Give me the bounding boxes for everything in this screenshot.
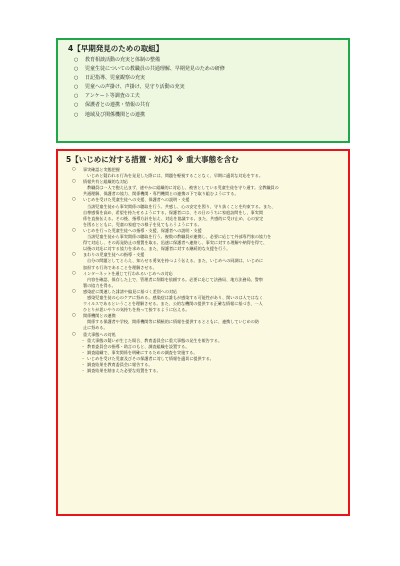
circle-marker-icon: ○ xyxy=(72,197,76,203)
section4-item-text: 児童生徒についての教職員の共通理解、早期発見のための研修 xyxy=(85,66,225,73)
circle-marker-icon: ○ xyxy=(74,111,79,118)
serious-case-bullet-text: 調査組織で、事実関係を明確にするための調査を実施する。 xyxy=(87,349,198,355)
bullet-dot-icon: ・ xyxy=(81,362,86,367)
circle-marker-icon: ○ xyxy=(74,84,79,91)
section5-item xyxy=(72,228,342,252)
section5-item-body-line: 得て対応し、その再発防止の措置を取る。迅速に保護者へ連絡し、事実に対する理解や納得を得て、 xyxy=(83,240,268,246)
serious-case-bullet-text: いじめを受けた児童及びその保護者に対して情報を適切に提供する。 xyxy=(87,355,214,361)
circle-marker-icon: ○ xyxy=(74,75,79,82)
section5-item-body-line: 当該児童生徒から事実関係の聴取を行う。共感し、心の安定を図り、守り抜くことを約束する。また、 xyxy=(87,203,276,209)
section4-item xyxy=(74,101,342,110)
section4-item xyxy=(74,65,342,74)
section4-item-text: 教育相談活動の充実と体制の整備 xyxy=(85,57,161,63)
response-measures-section xyxy=(56,149,350,516)
section5-item-title: 関係機関との連携 xyxy=(83,313,116,319)
circle-marker-icon: ○ xyxy=(74,102,79,109)
section4-item-text: 児童への声掛け、声掛け、見守り活動の充実 xyxy=(85,84,185,91)
section4-item xyxy=(74,83,342,92)
section4-item xyxy=(74,56,342,65)
section5-item-body-line: 共通理解、保護者の協力、関係機関・専門機関との連携の下で取り組むようにする。 xyxy=(83,191,239,197)
section5-item-body-line: 自分の問題としてとらえ、知らせる勇気を持つよう伝える。また、いじめへの同調は、いじめに xyxy=(87,258,264,264)
bullet-dot-icon: ・ xyxy=(81,355,86,361)
circle-marker-icon: ○ xyxy=(72,288,76,294)
section5-item-title: インターネットを通じて行われるいじめへの対応 xyxy=(83,270,173,276)
section5-item-title: 重大事態への対処 xyxy=(83,331,116,337)
section4-item xyxy=(74,74,342,83)
circle-marker-icon: ○ xyxy=(72,179,76,185)
circle-marker-icon: ○ xyxy=(72,167,76,172)
section5-item-body-line: 内容を確認、保存した上で、管理者に削除を依頼する。必要に応じて法務局、地方法務局、警察 xyxy=(87,276,263,282)
section5-list xyxy=(66,167,342,338)
circle-marker-icon: ○ xyxy=(72,270,76,276)
circle-marker-icon: ○ xyxy=(74,57,79,63)
bullet-dot-icon: ・ xyxy=(81,337,86,343)
section4-item-text: 日記指導、児童観察の充実 xyxy=(85,75,146,82)
circle-marker-icon: ○ xyxy=(72,227,76,233)
serious-case-bullet-text: 調査結果を教育委員会に報告する。 xyxy=(87,362,153,367)
section5-item-title: 事実確認と実態把握 xyxy=(83,167,120,172)
section5-item-body-line: いじめと疑われる行為を発見した際には、問題を軽視することなく、早期に適切な対応をする。 xyxy=(87,173,263,179)
section5-item-body-line: を図るとともに、児童の家庭での様子を見てもらうようにする。 xyxy=(83,221,202,227)
section5-item-body-line: 当該児童生徒から事実関係の聴取を行う。複数の教職員が連携し、必要に応じて外部専門家の協力を xyxy=(87,234,272,240)
section5-item-title: いじめを行った児童生徒への指導・支援、保護者への説明・支援 xyxy=(83,227,202,233)
section5-item-title: まわりの児童生徒への指導・支援 xyxy=(83,252,145,258)
section4-title: 4【早期発見のための取組】 xyxy=(68,44,164,53)
section5-item-body-line: 係を直接伝える。その後、指導方針を伝え、対応を協議する。また、共感的に受け止め、心の安定 xyxy=(83,215,264,221)
section5-item xyxy=(72,167,342,179)
section5-item-title: 感染症に関連した誹謗や偏見に基づく差別への対応 xyxy=(83,288,178,294)
early-detection-section xyxy=(56,38,350,143)
section5-item-body-line: ひとりが思いやりの気持ちを持って接するように伝える。 xyxy=(83,307,190,313)
section4-list xyxy=(68,56,342,120)
serious-case-bullet-list xyxy=(66,338,342,375)
section5-item-title: 情報共有と組織的な対応 xyxy=(83,179,129,185)
bullet-dot-icon: ・ xyxy=(81,368,86,374)
circle-marker-icon: ○ xyxy=(74,66,79,73)
section5-item xyxy=(72,179,342,197)
section5-item-body-line: 感染児童生徒の心のケアに努める。感染症は誰もが感染する可能性があり、関いのは人ではなく xyxy=(87,294,264,300)
section5-item-body-line: 加担する行為であることを理解させる。 xyxy=(83,264,157,270)
serious-case-bullet-text: 重大事態の疑いが生じた場合、教育委員会に重大事態の発生を報告する。 xyxy=(87,337,223,343)
serious-case-bullet-text: 教育委員会の指導・助言のもと、調査組織を設置する。 xyxy=(87,343,190,349)
bullet-dot-icon: ・ xyxy=(81,343,86,349)
section5-item-body-line: 以後の対応に対する協力を求める。また、保護者に対する継続的な支援を行う。 xyxy=(83,246,231,252)
section5-item-body-line: ウイルスであるということを理解させる。また、公的な機関の提供する正確な情報に基づき、一人 xyxy=(83,301,263,307)
section5-item xyxy=(72,289,342,313)
section5-item-body-line: 自尊感情を高め、希望を持たせるようにする。保護者には、その日のうちに家庭訪問をし、事実関 xyxy=(83,209,263,215)
circle-marker-icon: ○ xyxy=(74,93,79,100)
section5-item-title: いじめを受けた児童生徒への支援、保護者への説明・支援 xyxy=(83,197,190,203)
section4-item-text: アンケート等調査の工夫 xyxy=(85,93,140,100)
circle-marker-icon: ○ xyxy=(72,252,76,258)
serious-case-bullet xyxy=(81,368,342,374)
bullet-dot-icon: ・ xyxy=(81,349,86,355)
serious-case-bullet-text: 調査結果を踏まえた必要な処置をする。 xyxy=(87,368,161,374)
section4-item xyxy=(74,92,342,101)
circle-marker-icon: ○ xyxy=(72,331,76,337)
section5-title: 5【いじめに対する措置・対応】※ 重大事態を含む xyxy=(66,155,239,164)
section5-item-body-line: 署の協力を得る。 xyxy=(83,282,116,288)
section4-item xyxy=(74,111,342,120)
section5-item xyxy=(72,252,342,270)
section5-item xyxy=(72,197,342,227)
section4-item-text: 地域及び関係機関との連携 xyxy=(85,111,146,118)
section5-item-body-line: 関係する保護者や学校、関係機関等に積極的に情報を提供するとともに、連携していじめの防 xyxy=(87,319,259,325)
circle-marker-icon: ○ xyxy=(72,313,76,319)
section5-item-body-line: 止に努める。 xyxy=(83,325,108,331)
section4-item-text: 保護者との連携・情報の共有 xyxy=(85,102,151,109)
section5-item-body-line: 教職員は一人で抱え込まず、速やかに組織的に対応し、被害としている児童生徒を守り通す。全教職員の xyxy=(87,185,279,191)
section5-item xyxy=(72,313,342,331)
section5-item xyxy=(72,271,342,289)
